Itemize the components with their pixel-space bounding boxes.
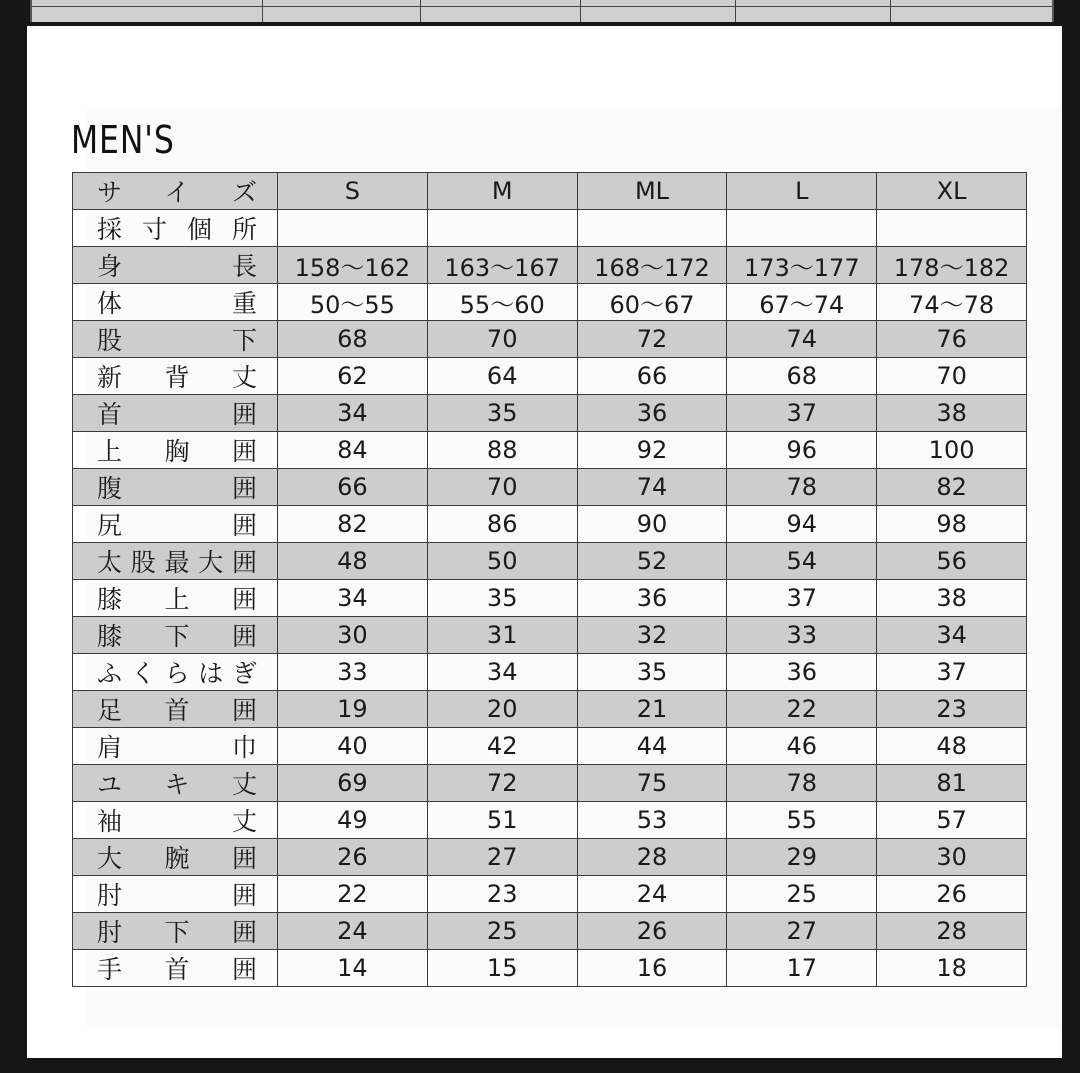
measurement-cell: 16 — [577, 950, 727, 987]
measurement-cell: 72 — [577, 321, 727, 358]
measurement-cell: 36 — [727, 654, 877, 691]
measurement-cell: 76 — [877, 321, 1027, 358]
measurement-cell: 163～167 — [427, 247, 577, 284]
row-label-cell: 首 囲 — [73, 395, 278, 432]
measurement-cell: 26 — [577, 913, 727, 950]
row-label-cell: 上 胸 囲 — [73, 432, 278, 469]
measurement-cell: 14 — [278, 950, 428, 987]
measurement-cell: 33 — [727, 617, 877, 654]
measurement-cell: 50～55 — [278, 284, 428, 321]
measurement-cell: 75 — [577, 765, 727, 802]
measurement-cell: 81 — [877, 765, 1027, 802]
measurement-cell: 35 — [577, 654, 727, 691]
measurement-cell: 94 — [727, 506, 877, 543]
measurement-cell: 42 — [427, 728, 577, 765]
table-row — [73, 543, 1027, 580]
row-label-cell: 膝 下 囲 — [73, 617, 278, 654]
measurement-cell: 74～78 — [877, 284, 1027, 321]
measurement-cell: 69 — [278, 765, 428, 802]
measurement-cell: 68 — [278, 321, 428, 358]
measurement-cell: 25 — [427, 913, 577, 950]
measurement-cell: 35 — [427, 580, 577, 617]
table-row — [73, 506, 1027, 543]
measurement-cell: 86 — [427, 506, 577, 543]
measurement-cell: 72 — [427, 765, 577, 802]
measurement-cell: 34 — [427, 654, 577, 691]
row-label-cell: 太股最大囲 — [73, 543, 278, 580]
row-label-cell: 採寸個所 — [73, 210, 278, 247]
measurement-cell: 30 — [877, 839, 1027, 876]
measurement-cell: 30 — [278, 617, 428, 654]
measurement-cell: 23 — [427, 876, 577, 913]
measurement-cell: 60～67 — [577, 284, 727, 321]
measurement-cell: 18 — [877, 950, 1027, 987]
measurement-cell: 48 — [278, 543, 428, 580]
measurement-cell: 55～60 — [427, 284, 577, 321]
measurement-cell: 20 — [427, 691, 577, 728]
row-label-cell: 袖 丈 — [73, 802, 278, 839]
row-label-cell: 膝 上 囲 — [73, 580, 278, 617]
measurement-cell: 21 — [577, 691, 727, 728]
row-label-cell: 大 腕 囲 — [73, 839, 278, 876]
measurement-cell: 90 — [577, 506, 727, 543]
measurement-cell: 55 — [727, 802, 877, 839]
measurement-cell: 74 — [577, 469, 727, 506]
measurement-cell: 37 — [727, 580, 877, 617]
measurement-cell: 70 — [427, 469, 577, 506]
size-header-cell: L — [727, 173, 877, 210]
measurement-cell: 46 — [727, 728, 877, 765]
table-row — [73, 839, 1027, 876]
measurement-cell: 158～162 — [278, 247, 428, 284]
measurement-cell: 17 — [727, 950, 877, 987]
measurement-cell: 44 — [577, 728, 727, 765]
table-row — [73, 950, 1027, 987]
row-label-cell: 股 下 — [73, 321, 278, 358]
row-label-cell: ユ キ 丈 — [73, 765, 278, 802]
measurement-cell: 24 — [577, 876, 727, 913]
measurement-cell — [577, 210, 727, 247]
measurement-cell: 78 — [727, 469, 877, 506]
measurement-cell: 22 — [727, 691, 877, 728]
measurement-cell: 33 — [278, 654, 428, 691]
table-row — [73, 358, 1027, 395]
table-row — [73, 321, 1027, 358]
measurement-cell: 48 — [877, 728, 1027, 765]
chart-title: MEN'S — [71, 118, 175, 162]
measurement-cell: 74 — [727, 321, 877, 358]
measurement-cell: 37 — [727, 395, 877, 432]
table-row — [73, 617, 1027, 654]
measurement-cell: 82 — [877, 469, 1027, 506]
measurement-cell: 57 — [877, 802, 1027, 839]
measurement-cell: 19 — [278, 691, 428, 728]
row-label-cell: 腹 囲 — [73, 469, 278, 506]
measurement-cell — [727, 210, 877, 247]
table-row — [73, 654, 1027, 691]
table-row — [73, 395, 1027, 432]
measurement-cell: 15 — [427, 950, 577, 987]
table-row — [73, 432, 1027, 469]
measurement-cell: 84 — [278, 432, 428, 469]
measurement-cell: 178～182 — [877, 247, 1027, 284]
row-label-cell: 足 首 囲 — [73, 691, 278, 728]
measurement-cell: 49 — [278, 802, 428, 839]
measurement-cell: 27 — [427, 839, 577, 876]
size-table — [72, 172, 1027, 987]
measurement-cell: 98 — [877, 506, 1027, 543]
measurement-cell: 62 — [278, 358, 428, 395]
measurement-cell: 51 — [427, 802, 577, 839]
table-row — [73, 876, 1027, 913]
measurement-cell: 66 — [278, 469, 428, 506]
size-header-cell: S — [278, 173, 428, 210]
row-label-cell: 尻 囲 — [73, 506, 278, 543]
measurement-cell: 67～74 — [727, 284, 877, 321]
measurement-cell: 23 — [877, 691, 1027, 728]
measurement-cell: 35 — [427, 395, 577, 432]
table-row — [73, 765, 1027, 802]
measurement-cell: 78 — [727, 765, 877, 802]
row-label-cell: 肩 巾 — [73, 728, 278, 765]
measurement-cell: 68 — [727, 358, 877, 395]
row-label-cell: 新 背 丈 — [73, 358, 278, 395]
measurement-cell: 24 — [278, 913, 428, 950]
measurement-cell: 26 — [877, 876, 1027, 913]
measurement-cell: 56 — [877, 543, 1027, 580]
table-header-row — [73, 173, 1027, 210]
size-header-cell: XL — [877, 173, 1027, 210]
measurement-cell: 88 — [427, 432, 577, 469]
size-chart-card — [27, 26, 1062, 1058]
table-row — [73, 284, 1027, 321]
size-header-cell: ML — [577, 173, 727, 210]
measurement-cell: 34 — [877, 617, 1027, 654]
measurement-cell: 34 — [278, 580, 428, 617]
measurement-cell: 36 — [577, 580, 727, 617]
measurement-cell: 28 — [577, 839, 727, 876]
measurement-cell: 168～172 — [577, 247, 727, 284]
measurement-cell: 36 — [577, 395, 727, 432]
measurement-cell: 37 — [877, 654, 1027, 691]
measurement-cell: 38 — [877, 580, 1027, 617]
cropped-previous-table-edge — [30, 0, 1054, 22]
table-row — [73, 913, 1027, 950]
measurement-cell: 40 — [278, 728, 428, 765]
table-row — [73, 691, 1027, 728]
measurement-cell: 25 — [727, 876, 877, 913]
table-row — [73, 469, 1027, 506]
measurement-cell: 54 — [727, 543, 877, 580]
row-label-cell: 手 首 囲 — [73, 950, 278, 987]
measurement-cell: 38 — [877, 395, 1027, 432]
measurement-cell: 100 — [877, 432, 1027, 469]
measurement-cell: 53 — [577, 802, 727, 839]
table-row — [73, 580, 1027, 617]
measurement-cell: 34 — [278, 395, 428, 432]
table-row — [73, 802, 1027, 839]
measurement-cell — [427, 210, 577, 247]
measurement-cell: 27 — [727, 913, 877, 950]
table-row — [73, 247, 1027, 284]
row-label-cell: ふくらはぎ — [73, 654, 278, 691]
measurement-cell: 66 — [577, 358, 727, 395]
measurement-cell: 82 — [278, 506, 428, 543]
table-row — [73, 728, 1027, 765]
measurement-cell: 64 — [427, 358, 577, 395]
measurement-cell: 29 — [727, 839, 877, 876]
measurement-cell: 52 — [577, 543, 727, 580]
table-row — [73, 210, 1027, 247]
measurement-cell: 26 — [278, 839, 428, 876]
measurement-cell: 22 — [278, 876, 428, 913]
row-label-cell: 体 重 — [73, 284, 278, 321]
measurement-cell: 70 — [877, 358, 1027, 395]
measurement-cell: 31 — [427, 617, 577, 654]
measurement-cell: 96 — [727, 432, 877, 469]
measurement-cell: 32 — [577, 617, 727, 654]
header-label-cell: サ イ ズ — [73, 173, 278, 210]
row-label-cell: 身 長 — [73, 247, 278, 284]
measurement-cell: 70 — [427, 321, 577, 358]
measurement-cell: 28 — [877, 913, 1027, 950]
measurement-cell — [877, 210, 1027, 247]
measurement-cell: 50 — [427, 543, 577, 580]
row-label-cell: 肘 囲 — [73, 876, 278, 913]
size-header-cell: M — [427, 173, 577, 210]
measurement-cell — [278, 210, 428, 247]
measurement-cell: 173～177 — [727, 247, 877, 284]
measurement-cell: 92 — [577, 432, 727, 469]
row-label-cell: 肘 下 囲 — [73, 913, 278, 950]
